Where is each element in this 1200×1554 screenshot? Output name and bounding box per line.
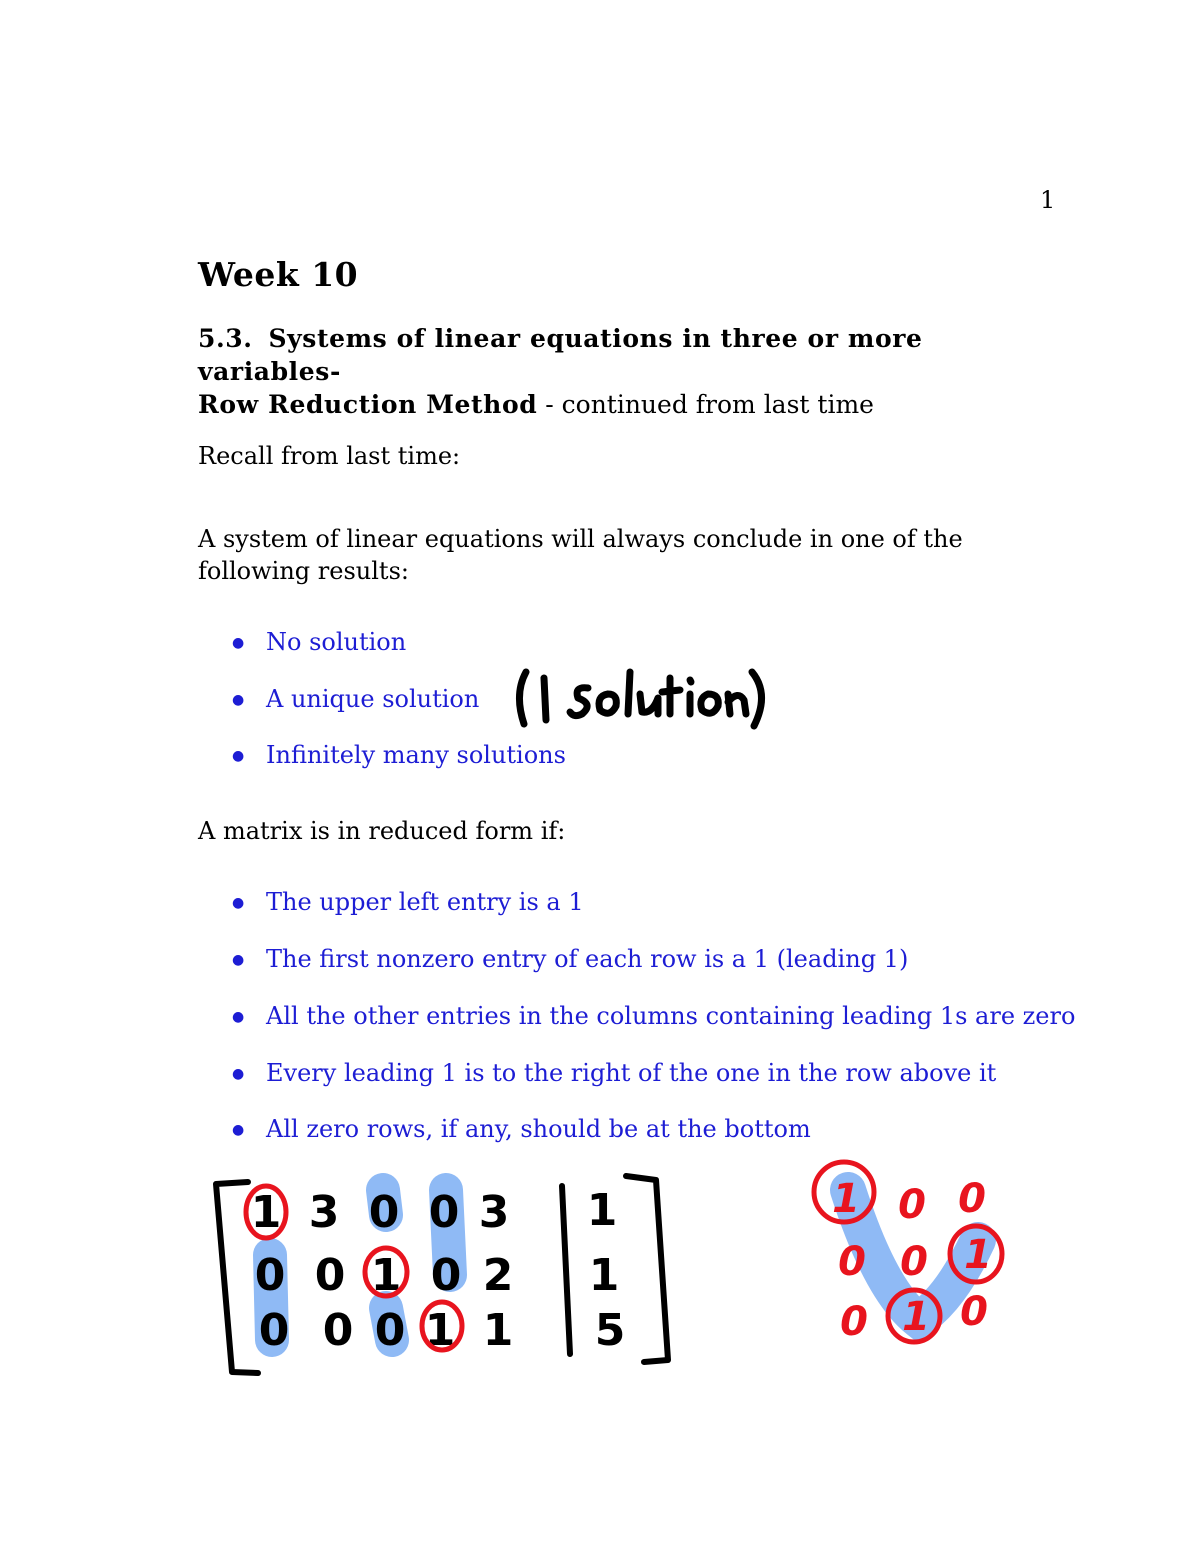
bullet-icon: ● — [232, 1122, 245, 1138]
matrix-entry: 2 — [482, 1250, 514, 1301]
page-number: 1 — [1040, 186, 1056, 214]
matrix-entry: 0 — [254, 1250, 286, 1301]
bullet-icon: ● — [232, 952, 245, 968]
matrix-entry: 3 — [308, 1187, 340, 1238]
bullet-icon: ● — [232, 895, 245, 911]
section-number: 5.3. — [198, 324, 253, 353]
bullet-icon: ● — [232, 635, 245, 651]
pattern-entry: 0 — [958, 1176, 986, 1222]
matrix-entry: 0 — [374, 1305, 406, 1356]
matrix-entry: 0 — [430, 1250, 462, 1301]
matrix-entry: 1 — [370, 1250, 402, 1301]
bullet-icon: ● — [232, 692, 245, 708]
reduced-form-intro: A matrix is in reduced form if: — [198, 817, 566, 845]
list-item: ● The upper left entry is a 1 — [232, 888, 584, 916]
list-item: ● The first nonzero entry of each row is a 1 (leading 1) — [232, 945, 909, 973]
matrix-entry: 3 — [478, 1187, 510, 1238]
matrix-entry: 1 — [482, 1305, 514, 1356]
bullet-icon: ● — [232, 748, 245, 764]
results-intro: A system of linear equations will always conclude in one of the following results: — [198, 525, 963, 585]
augmented-divider — [562, 1186, 570, 1354]
list-item: ● All the other entries in the columns containing leading 1s are zero — [232, 1002, 1076, 1030]
matrix-entry: 0 — [322, 1305, 354, 1356]
section-title-line1: Systems of linear equations in three or more variables- — [198, 324, 923, 386]
section-title-line2: Row Reduction Method — [198, 390, 538, 419]
augmented-entry: 5 — [594, 1305, 626, 1356]
list-item: ● No solution — [232, 628, 407, 656]
augmented-entry: 1 — [586, 1185, 618, 1236]
matrix-entry: 1 — [424, 1305, 456, 1356]
matrix-entry: 0 — [258, 1305, 290, 1356]
pattern-entry: 1 — [832, 1176, 860, 1222]
matrix-entry: 0 — [314, 1250, 346, 1301]
pattern-entry: 0 — [960, 1289, 988, 1335]
matrix-entry: 0 — [368, 1187, 400, 1238]
augmented-entry: 1 — [588, 1250, 620, 1301]
list-item: ● All zero rows, if any, should be at the bottom — [232, 1115, 811, 1143]
list-item: ● Infinitely many solutions — [232, 741, 566, 769]
recall-text: Recall from last time: — [198, 442, 461, 470]
bullet-icon: ● — [232, 1009, 245, 1025]
pattern-entry: 0 — [900, 1239, 928, 1285]
matrix-entry: 0 — [428, 1187, 460, 1238]
list-item: ● Every leading 1 is to the right of the one in the row above it — [232, 1059, 997, 1087]
pattern-entry: 1 — [964, 1232, 992, 1278]
list-item: ● A unique solution — [232, 685, 480, 713]
section-subtitle: - continued from last time — [537, 390, 874, 419]
page-title: Week 10 — [198, 255, 359, 294]
pattern-entry: 0 — [840, 1299, 868, 1345]
right-bracket — [626, 1176, 668, 1362]
matrix-entry: 1 — [250, 1187, 282, 1238]
pattern-entry: 0 — [898, 1182, 926, 1228]
bullet-icon: ● — [232, 1066, 245, 1082]
pattern-entry: 0 — [838, 1239, 866, 1285]
pattern-entry: 1 — [902, 1294, 930, 1340]
